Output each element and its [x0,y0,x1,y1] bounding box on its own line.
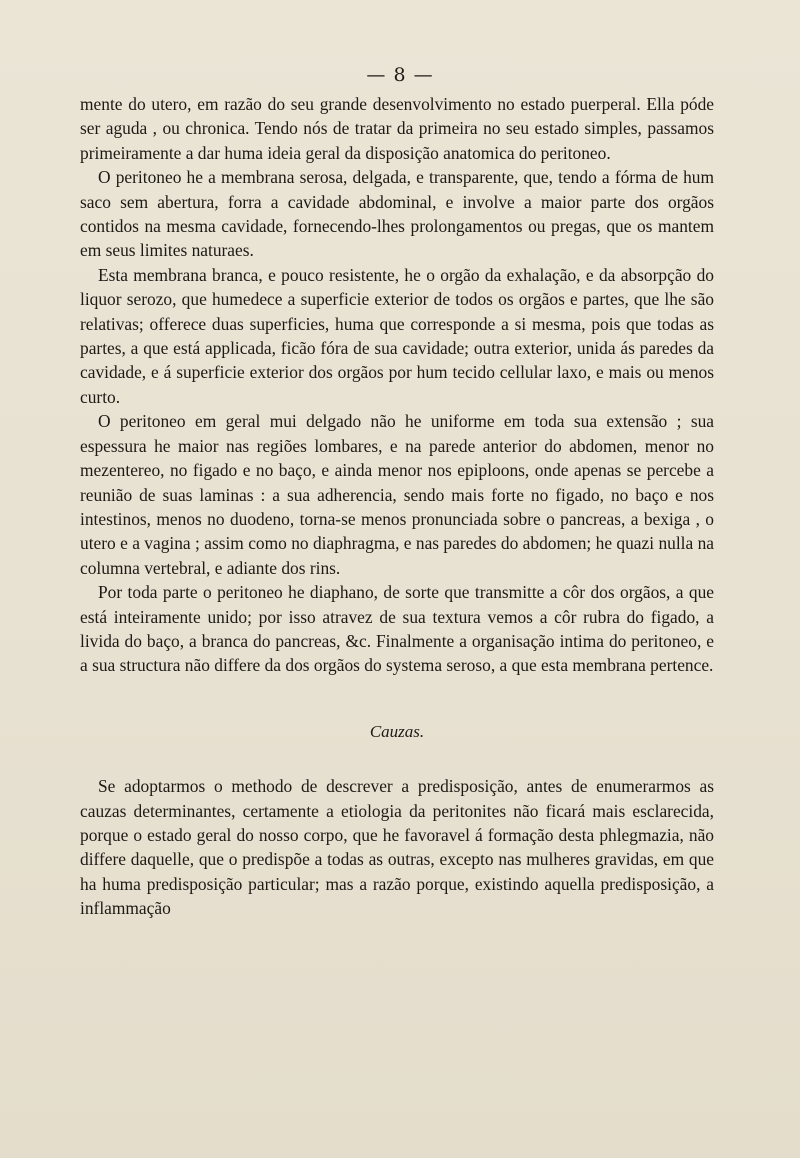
section-heading: Cauzas. [369,721,425,741]
page-number: — 8 — [366,64,434,86]
paragraph: O peritoneo he a membrana serosa, delgada, e transparente, que, tendo a fórma de hum saco sem abertura, forra a cavidade abdominal, e involve a maior parte dos orgãos contidos na mesma cavidade, fornecendo-lhes prolongamentos ou pregas, que os mantem em seus limites naturaes. [80,167,714,261]
paragraph: Se adoptarmos o methodo de descrever a predisposição, antes de enumerarmos as cauzas determinantes, certamente a etiologia da peritonites não ficará mais esclarecida, porque o estado geral do nosso corpo, que he favoravel á formação desta phlegmazia, não differe daquelle, que o predispõe a todas as outras, excepto nas mulheres gravidas, em que ha huma predisposição particular; mas a razão porque, existindo aquella predisposição, a inflammação [80,776,714,919]
paragraph: mente do utero, em razão do seu grande desenvolvimento no estado puerperal. Ella póde ser aguda , ou chronica. Tendo nós de tratar da primeira no seu estado simples, passamos primeiramente a dar huma ideia geral da disposição anatomica do peritoneo. [80,94,714,163]
paragraph: Esta membrana branca, e pouco resistente, he o orgão da exhalação, e da absorpção do liquor serozo, que humedece a superficie exterior de todos os orgãos e partes, que lhe são relativas; offerece duas superficies, huma que corresponde a si mesma, pois que todas as partes, a que está applicada, ficão fóra de sua cavidade; outra exterior, unida ás paredes da cavidade, e á superficie exterior dos orgãos por hum tecido cellular laxo, e mais ou menos curto. [80,264,714,407]
paragraph: Por toda parte o peritoneo he diaphano, de sorte que transmitte a côr dos orgãos, a que está inteiramente unido; por isso atravez de sua textura vemos a côr rubra do figado, a livida do baço, a branca do pancreas, &c. Finalmente a organisação intima do peritoneo, e a sua structura não differe da dos orgãos do systema seroso, a que esta membrana pertence. [80,582,714,676]
body-text [80,92,714,921]
paragraph: O peritoneo em geral mui delgado não he uniforme em toda sua extensão ; sua espessura he maior nas regiões lombares, e na parede anterior do abdomen, menor no mezentereo, no figado e no baço, e ainda menor nos epiploons, onde apenas se percebe a reunião de suas laminas : a sua adherencia, sendo mais forte no figado, no baço e nos intestinos, menos no duodeno, torna-se menos pronunciada sobre o pancreas, a bexiga , o utero e a vagina ; assim como no diaphragma, e nas paredes do abdomen; he quazi nulla na columna vertebral, e adiante dos rins. [80,411,714,578]
